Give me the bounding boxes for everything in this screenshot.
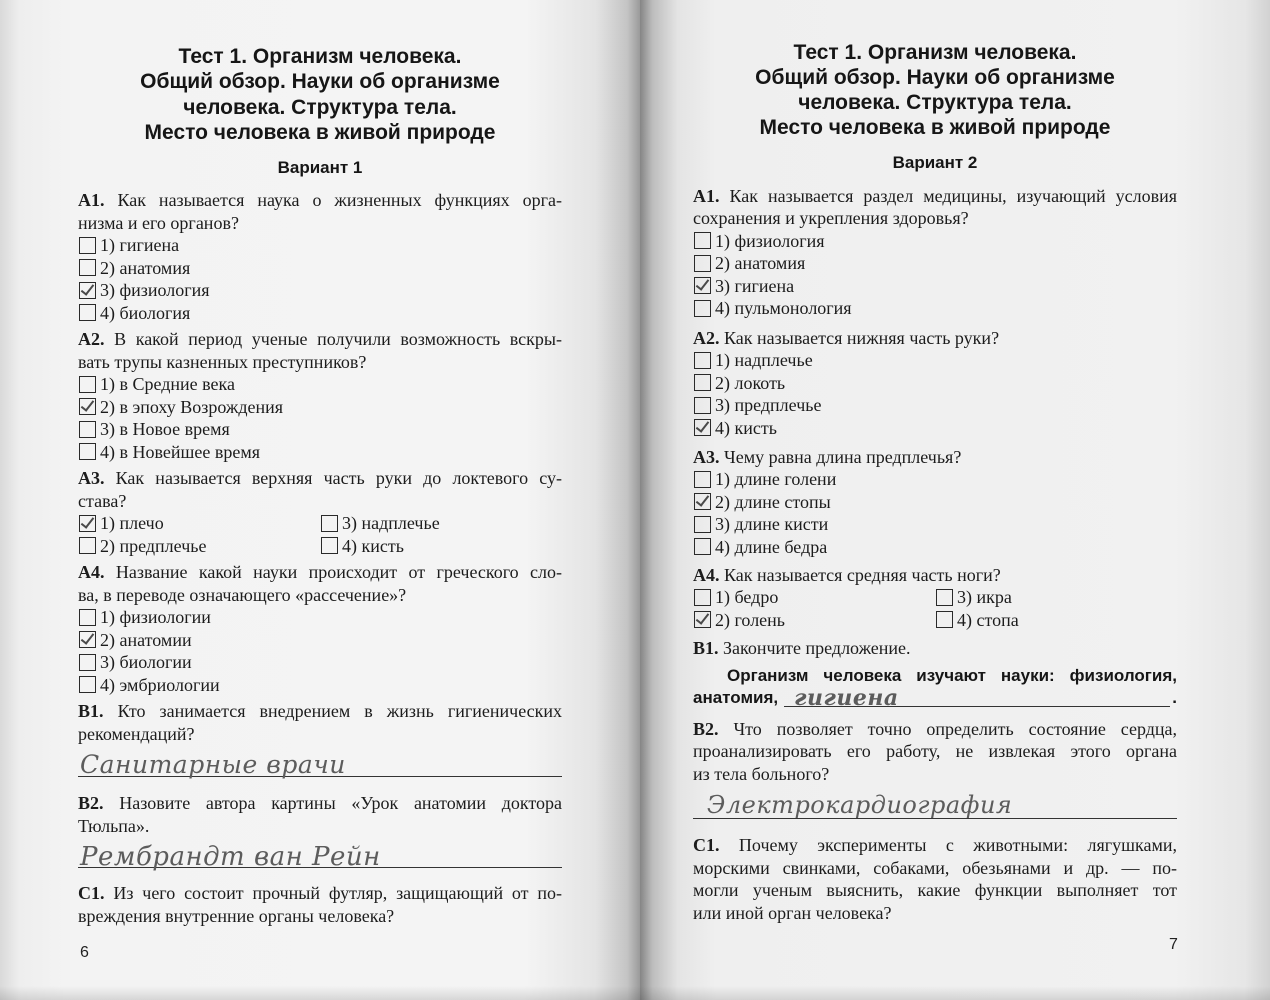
handwritten-answer: Рембрандт ван Рейн (80, 841, 381, 872)
question-text (693, 718, 1177, 741)
option-label: 3) икра (957, 587, 1012, 608)
option-label: 1) длине голени (715, 469, 837, 490)
question-text-line: Что позволяет точно определить состояние сердца, (733, 718, 1178, 739)
answer-checkbox[interactable] (694, 232, 711, 249)
question-text-line: Как называется средняя часть ноги? (724, 564, 1001, 585)
question-text: Тюльпа». (78, 815, 150, 836)
option-row[interactable] (693, 372, 1177, 395)
question-label: А4. (78, 562, 105, 583)
answer-checkbox[interactable] (694, 493, 711, 510)
answer-checkbox[interactable] (79, 631, 96, 648)
question-a1 (693, 185, 1177, 320)
answer-checkbox[interactable] (79, 537, 96, 554)
option-label: 1) физиологии (100, 607, 211, 628)
question-text (78, 561, 562, 584)
option-label: 2) анатомии (100, 629, 192, 650)
question-b1 (78, 700, 562, 777)
option-label: 3) надплечье (342, 513, 440, 534)
question-label: А2. (693, 327, 720, 348)
option-row[interactable] (935, 586, 1012, 609)
option-label: 3) физиология (100, 280, 210, 301)
question-text: вреждения внутренние органы человека? (78, 905, 395, 926)
question-label: А1. (693, 185, 720, 206)
question-text-line: Как называется раздел медицины, изучающий условия (729, 185, 1177, 206)
option-label: 2) локоть (715, 372, 786, 393)
question-label: А3. (693, 446, 720, 467)
question-c1 (78, 882, 562, 927)
answer-checkbox[interactable] (79, 304, 96, 321)
option-label: 2) в эпоху Возрождения (100, 396, 284, 417)
question-text-line: Почему эксперименты с животными: лягушками, (738, 835, 1178, 856)
option-label: 4) длине бедра (715, 536, 828, 557)
title-line: человека. Структура тела. (798, 91, 1072, 115)
option-row[interactable] (693, 394, 1177, 417)
answer-checkbox[interactable] (694, 255, 711, 272)
option-label: 4) пульмонология (715, 298, 852, 319)
option-label: 3) в Новое время (100, 419, 230, 440)
question-text-line: Из чего состоит прочный футляр, защищающий от по- (113, 883, 562, 904)
option-row[interactable] (78, 302, 562, 325)
option-row[interactable] (693, 491, 1177, 514)
option-label: 3) биологии (100, 652, 192, 673)
answer-checkbox[interactable] (694, 589, 711, 606)
question-c1 (693, 834, 1177, 924)
question-text: сохранения и укрепления здоровья? (693, 208, 969, 229)
option-row[interactable] (78, 629, 562, 652)
question-text (78, 792, 562, 815)
handwritten-answer: Электрокардиография (707, 790, 1013, 819)
answer-checkbox[interactable] (694, 419, 711, 436)
question-label: А4. (693, 564, 720, 585)
question-text: низма и его органов? (78, 212, 239, 233)
question-text (693, 564, 1177, 587)
page-right (693, 40, 1177, 925)
option-row[interactable] (693, 275, 1177, 298)
option-label: 4) эмбриологии (100, 674, 220, 695)
question-label: В2. (78, 793, 104, 814)
variant-heading: Вариант 2 (892, 152, 978, 172)
sentence-prefix: анатомия, (693, 688, 779, 708)
question-text-line: Назовите автора картины «Урок анатомии доктора (119, 793, 562, 814)
question-text-line: Чему равна длина предплечья? (724, 446, 962, 467)
question-label: В1. (78, 701, 104, 722)
option-row[interactable] (693, 513, 1177, 536)
question-text: из тела больного? (693, 763, 830, 784)
option-row[interactable] (78, 418, 562, 441)
question-text-line: Закончите предложение. (723, 637, 911, 658)
question-text (693, 637, 1177, 660)
option-label: 1) в Средние века (100, 374, 236, 395)
fill-in-sentence (693, 665, 1177, 710)
answer-checkbox[interactable] (321, 515, 338, 532)
test-title (78, 44, 562, 145)
question-text (693, 327, 1177, 350)
title-line: человека. Структура тела. (183, 95, 457, 119)
question-text: вать трупы казненных преступников? (78, 351, 367, 372)
option-pair (78, 512, 562, 535)
option-row[interactable] (693, 468, 1177, 491)
option-row[interactable] (78, 441, 562, 464)
answer-checkbox[interactable] (694, 300, 711, 317)
option-label: 4) кисть (715, 417, 777, 438)
question-text (693, 185, 1177, 208)
title-line: Общий обзор. Науки об организме (755, 65, 1115, 89)
option-label: 1) гигиена (100, 235, 180, 256)
option-label: 4) биология (100, 302, 191, 323)
question-label: В1. (693, 637, 719, 658)
handwritten-answer: гигиена (794, 685, 899, 712)
question-text: морскими свинками, собаками, обезьянами и др. — по- (693, 857, 1177, 878)
question-label: С1. (693, 835, 720, 856)
option-row[interactable] (320, 512, 440, 535)
page-left (78, 44, 562, 927)
page-number: 7 (1169, 936, 1178, 953)
question-text (78, 189, 562, 212)
title-line: Место человека в живой природе (144, 120, 496, 144)
answer-checkbox[interactable] (694, 471, 711, 488)
option-row[interactable] (693, 609, 935, 632)
question-text-line: Как называется наука о жизненных функциях орга- (117, 190, 562, 211)
question-a3 (78, 467, 562, 557)
question-text (693, 446, 1177, 469)
answer-checkbox[interactable] (79, 654, 96, 671)
option-row[interactable] (78, 396, 562, 419)
question-text-line: Кто занимается внедрением в жизнь гигиенических (117, 701, 563, 722)
handwritten-answer: Санитарные врачи (80, 749, 346, 779)
answer-checkbox[interactable] (694, 397, 711, 414)
option-row[interactable] (935, 609, 1019, 632)
answer-checkbox[interactable] (79, 398, 96, 415)
option-label: 2) анатомия (100, 257, 191, 278)
question-a4 (78, 561, 562, 696)
answer-checkbox[interactable] (694, 352, 711, 369)
answer-checkbox[interactable] (79, 443, 96, 460)
option-label: 4) в Новейшее время (100, 441, 261, 462)
option-label: 2) голень (715, 609, 786, 630)
option-row[interactable] (78, 257, 562, 280)
option-row[interactable] (78, 674, 562, 697)
answer-field[interactable] (784, 685, 1170, 712)
title-line: Тест 1. Организм человека. (178, 45, 462, 68)
answer-checkbox[interactable] (694, 374, 711, 391)
option-label: 1) физиология (715, 230, 825, 251)
answer-checkbox[interactable] (936, 589, 953, 606)
answer-checkbox[interactable] (79, 376, 96, 393)
question-text-line: В какой период ученые получили возможность вскры- (114, 329, 562, 350)
option-row[interactable] (693, 297, 1177, 320)
answer-checkbox[interactable] (694, 516, 711, 533)
question-text: проанализировать его работу, не извлекая этого органа (693, 741, 1177, 762)
option-pair (693, 609, 1177, 632)
title-line: Место человека в живой природе (759, 116, 1111, 140)
question-text: или иной орган человека? (693, 902, 892, 923)
question-label: А1. (78, 190, 105, 211)
option-row[interactable] (693, 417, 1177, 440)
question-a4 (693, 564, 1177, 632)
variant-heading: Вариант 1 (277, 158, 363, 178)
option-row[interactable] (78, 651, 562, 674)
question-label: В2. (693, 718, 719, 739)
answer-checkbox[interactable] (79, 237, 96, 254)
option-row[interactable] (78, 535, 320, 558)
option-pair (693, 586, 1177, 609)
question-text: става? (78, 490, 127, 511)
question-b2 (693, 718, 1177, 820)
answer-checkbox[interactable] (694, 611, 711, 628)
option-label: 3) гигиена (715, 275, 795, 296)
answer-checkbox[interactable] (79, 676, 96, 693)
option-row[interactable] (78, 606, 562, 629)
title-line: Общий обзор. Науки об организме (140, 70, 500, 94)
question-text (78, 882, 562, 905)
option-row[interactable] (78, 512, 320, 535)
option-row[interactable] (78, 279, 562, 302)
option-label: 4) стопа (957, 609, 1019, 630)
option-row[interactable] (693, 230, 1177, 253)
question-a1 (78, 189, 562, 324)
option-row[interactable] (693, 349, 1177, 372)
option-row[interactable] (693, 252, 1177, 275)
answer-checkbox[interactable] (321, 537, 338, 554)
option-row[interactable] (78, 234, 562, 257)
answer-checkbox[interactable] (79, 259, 96, 276)
answer-checkbox[interactable] (694, 277, 711, 294)
option-label: 1) бедро (715, 587, 779, 608)
option-row[interactable] (320, 535, 404, 558)
answer-checkbox[interactable] (79, 421, 96, 438)
page-number: 6 (80, 944, 89, 961)
question-a2 (693, 327, 1177, 440)
answer-checkbox[interactable] (79, 515, 96, 532)
question-a3 (693, 446, 1177, 559)
title-line: Тест 1. Организм человека. (793, 40, 1077, 64)
option-label: 2) предплечье (100, 535, 207, 556)
answer-field[interactable] (78, 837, 562, 872)
answer-checkbox[interactable] (79, 282, 96, 299)
answer-checkbox[interactable] (936, 611, 953, 628)
question-b2 (78, 792, 562, 872)
question-text: ва, в переводе означающего «рассечение»? (78, 584, 407, 605)
test-title (693, 40, 1177, 141)
option-label: 2) анатомия (715, 253, 806, 274)
option-label: 4) кисть (342, 535, 404, 556)
option-pair (78, 535, 562, 558)
question-text-line: Название какой науки происходит от греческого сло- (115, 562, 563, 583)
option-label: 3) длине кисти (715, 514, 829, 535)
sentence-line (693, 687, 1177, 710)
question-text (78, 328, 562, 351)
question-text (693, 834, 1177, 857)
question-text-line: Как называется нижняя часть руки? (724, 327, 1000, 348)
question-label: А3. (78, 468, 105, 489)
option-row[interactable] (693, 536, 1177, 559)
question-text: могли ученым выяснить, какие функции выполняет тот (693, 880, 1177, 901)
question-text-line: Как называется верхняя часть руки до локтевого су- (115, 468, 563, 489)
sentence-line: Организм человека изучают науки: физиология, (727, 665, 1177, 685)
option-label: 2) длине стопы (715, 491, 831, 512)
question-text: рекомендаций? (78, 723, 195, 744)
question-text (78, 700, 562, 723)
question-label: А2. (78, 329, 105, 350)
option-label: 1) плечо (100, 513, 164, 534)
sentence-end: . (1172, 688, 1177, 708)
option-label: 1) надплечье (715, 350, 813, 371)
question-text (78, 467, 562, 490)
answer-checkbox[interactable] (694, 538, 711, 555)
question-a2 (78, 328, 562, 463)
answer-field[interactable] (78, 745, 562, 777)
option-label: 3) предплечье (715, 395, 822, 416)
option-row[interactable] (693, 586, 935, 609)
answer-field[interactable] (693, 785, 1177, 819)
question-b1 (693, 637, 1177, 710)
question-label: С1. (78, 883, 105, 904)
answer-checkbox[interactable] (79, 609, 96, 626)
option-row[interactable] (78, 373, 562, 396)
